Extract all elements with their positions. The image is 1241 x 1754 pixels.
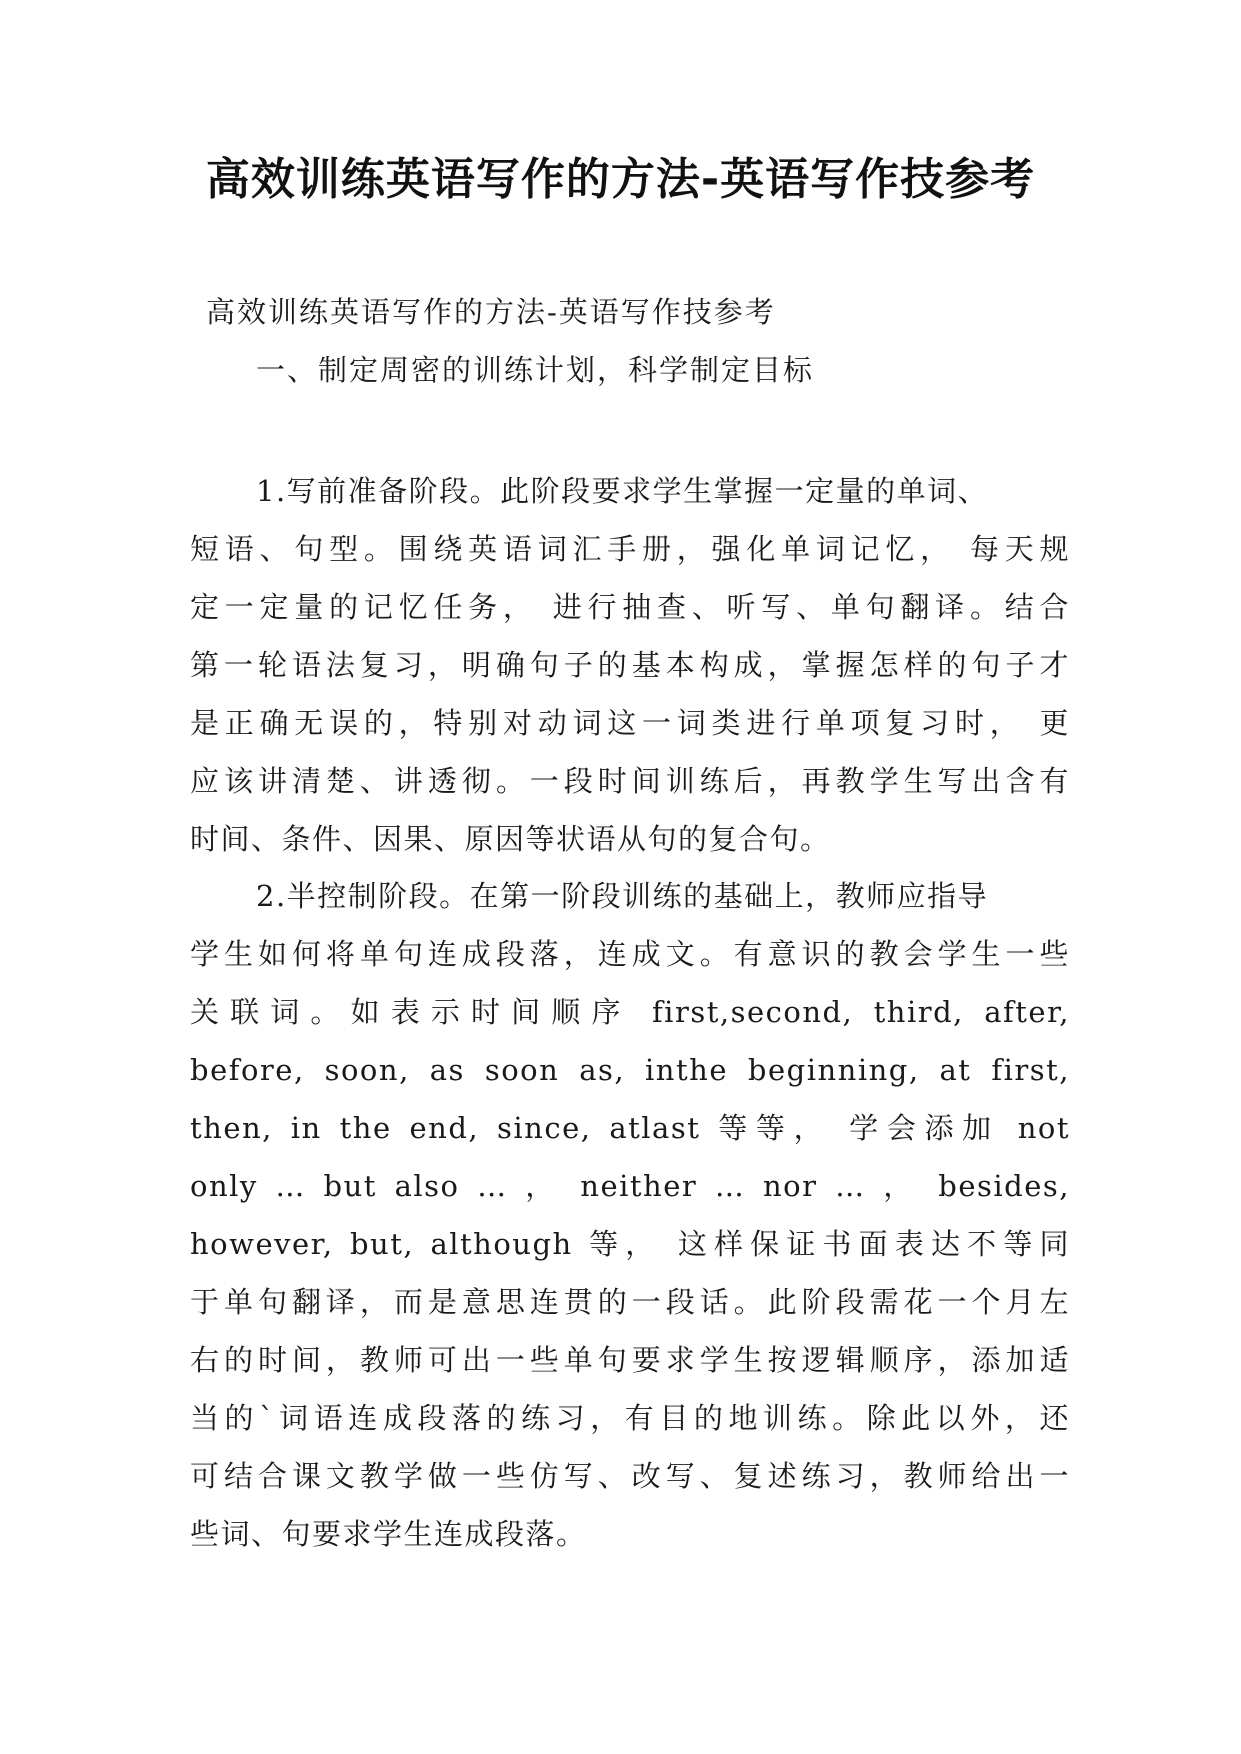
paragraph-line: 可结合课文教学做一些仿写、改写、复述练习，教师给出一 [190,1459,1070,1493]
paragraph-line: 第一轮语法复习，明确句子的基本构成，掌握怎样的句子才 [190,648,1070,682]
paragraph-line: 是正确无误的，特别对动词这一词类进行单项复习时， 更 [190,706,1070,740]
section-heading: 一、制定周密的训练计划，科学制定目标 [256,353,815,387]
paragraph-line: 关联词。如表示时间顺序 first,second, third, after, [190,995,1070,1029]
paragraph-line: however, but, although 等， 这样保证书面表达不等同 [190,1227,1070,1261]
paragraph-line: 些词、句要求学生连成段落。 [190,1517,587,1551]
paragraph-line: 当的`词语连成段落的练习，有目的地训练。除此以外，还 [190,1401,1070,1435]
paragraph-line: 定一定量的记忆任务， 进行抽查、听写、单句翻译。结合 [190,590,1070,624]
paragraph-line: 2.半控制阶段。在第一阶段训练的基础上，教师应指导 [256,879,989,913]
paragraph-line: before, soon, as soon as, inthe beginning, at first, [190,1053,1070,1087]
paragraph-line: 学生如何将单句连成段落，连成文。有意识的教会学生一些 [190,937,1070,971]
paragraph-line: 右的时间，教师可出一些单句要求学生按逻辑顺序，添加适 [190,1343,1070,1377]
paragraph-2 [190,867,1070,1563]
document-title: 高效训练英语写作的方法-英语写作技参考 [205,154,1036,205]
paragraph-line: 应该讲清楚、讲透彻。一段时间训练后，再教学生写出含有 [190,764,1070,798]
paragraph-1 [190,462,1070,868]
paragraph-line: only … but also … ， neither … nor … ， besides, [190,1169,1070,1203]
paragraph-line: 于单句翻译，而是意思连贯的一段话。此阶段需花一个月左 [190,1285,1070,1319]
paragraph-line: 短语、句型。围绕英语词汇手册，强化单词记忆， 每天规 [190,532,1070,566]
paragraph-line: 时间、条件、因果、原因等状语从句的复合句。 [190,822,831,856]
paragraph-line: 1.写前准备阶段。此阶段要求学生掌握一定量的单词、 [256,474,989,508]
paragraph-line: then, in the end, since, atlast 等等， 学会添加 not [190,1111,1070,1145]
document-subtitle: 高效训练英语写作的方法-英语写作技参考 [206,295,776,329]
